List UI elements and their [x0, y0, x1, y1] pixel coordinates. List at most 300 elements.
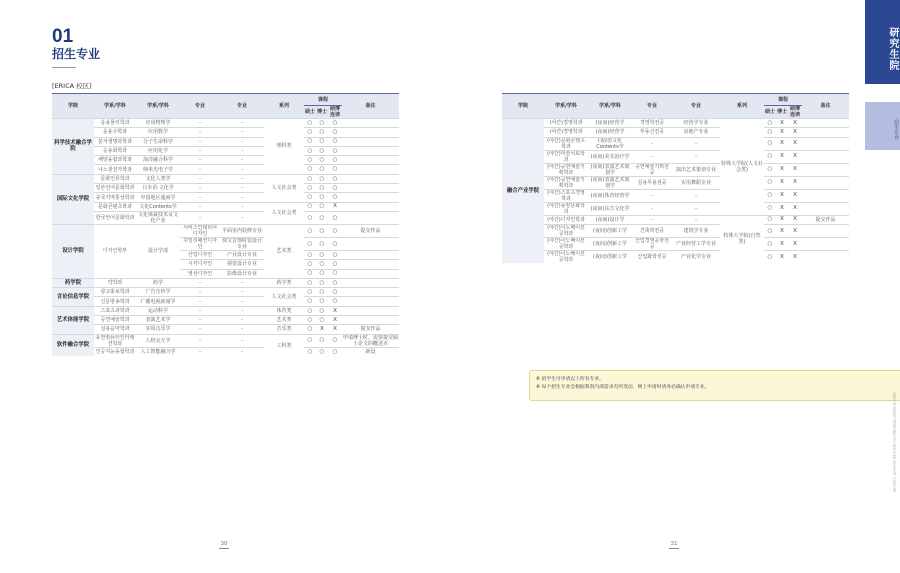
right-majors-table	[502, 93, 849, 263]
combined-mark: ○	[328, 146, 342, 155]
note-cell	[342, 137, 399, 146]
table-row	[52, 146, 399, 155]
page-number-left: 30	[220, 541, 228, 547]
dept-ko-cell: 문화인류학과	[94, 174, 136, 183]
doctor-mark: ○	[316, 347, 328, 356]
master-mark: ○	[764, 119, 776, 128]
doctor-mark: X	[776, 128, 788, 137]
side-tab-graduate[interactable]: 研究生院	[865, 0, 900, 84]
dept-zh-cell: 文化人类学	[136, 174, 180, 183]
title-divider	[52, 67, 76, 68]
master-mark: ○	[304, 297, 316, 306]
table-row	[52, 174, 399, 183]
doctor-mark: ○	[316, 211, 328, 224]
dept-ko-cell: 응용화학과	[94, 146, 136, 155]
col-major-zh: 专业	[220, 94, 264, 119]
dept-zh-cell: (夜间)表演艺术策划学	[588, 163, 632, 176]
master-mark: ○	[764, 215, 776, 224]
college-cell: 设计学院	[52, 224, 94, 278]
combined-mark: ○	[328, 269, 342, 278]
note-cell	[802, 119, 849, 128]
combined-mark: ○	[328, 288, 342, 297]
doctor-mark: X	[776, 119, 788, 128]
note-cell	[342, 193, 399, 202]
major-ko-cell: -	[180, 297, 220, 306]
college-cell: 药学院	[52, 278, 94, 287]
series-cell: 艺术类	[264, 224, 304, 278]
major-zh-cell: -	[220, 156, 264, 165]
col-series: 系列	[264, 94, 304, 119]
doctor-mark: X	[776, 224, 788, 237]
note-cell	[342, 237, 399, 250]
major-zh-cell: 房地产专业	[672, 128, 720, 137]
combined-mark: ○	[328, 119, 342, 128]
dept-ko-cell: 한국언어문화학과	[94, 211, 136, 224]
dept-zh-cell: (夜间)体育经营学	[588, 189, 632, 202]
combined-mark: X	[788, 137, 802, 150]
major-ko-cell: -	[632, 215, 672, 224]
doctor-mark: X	[776, 250, 788, 263]
notes-box	[529, 370, 900, 401]
major-zh-cell: -	[220, 297, 264, 306]
series-cell: 药学类	[264, 278, 304, 287]
master-mark: ○	[764, 150, 776, 163]
table-row	[52, 316, 399, 325]
table-row	[502, 119, 849, 128]
col-dept-zh: 学系/学科	[136, 94, 180, 119]
major-zh-cell: -	[220, 137, 264, 146]
note-cell	[802, 189, 849, 202]
combined-mark: ○	[328, 174, 342, 183]
dept-zh-cell: (夜间)表演艺术策划学	[588, 176, 632, 189]
combined-mark: X	[788, 250, 802, 263]
table-row	[52, 347, 399, 356]
master-mark: ○	[304, 211, 316, 224]
combined-mark: X	[788, 237, 802, 250]
combined-mark: ○	[328, 211, 342, 224]
note-cell	[342, 211, 399, 224]
combined-mark: ○	[328, 165, 342, 174]
college-cell: 融合产业学院	[502, 119, 544, 263]
doctor-mark: X	[776, 189, 788, 202]
note-cell	[342, 316, 399, 325]
major-ko-cell: -	[180, 119, 220, 128]
master-mark: ○	[304, 202, 316, 211]
combined-mark: X	[328, 306, 342, 315]
combined-mark: X	[328, 316, 342, 325]
note-cell	[802, 150, 849, 163]
note-cell: 提交作品	[342, 325, 399, 334]
combined-mark: X	[788, 119, 802, 128]
combined-mark: X	[328, 202, 342, 211]
combined-mark: ○	[328, 297, 342, 306]
major-ko-cell: -	[180, 347, 220, 356]
major-zh-cell: 产业设计专业	[220, 250, 264, 259]
major-zh-cell: -	[220, 288, 264, 297]
col-dept-ko: 学系/学科	[544, 94, 588, 119]
note-cell	[342, 269, 399, 278]
table-row	[502, 137, 849, 150]
college-cell: 科学技术融合学院	[52, 119, 94, 175]
dept-ko-cell: 유연컴퓨터인터랙션학과	[95, 334, 135, 347]
dept-zh-cell: 运动科学	[136, 306, 180, 315]
doctor-mark: ○	[316, 297, 328, 306]
combined-mark: ○	[328, 278, 342, 287]
major-ko-cell: 건축학전공	[632, 224, 672, 237]
major-ko-cell: -	[180, 211, 220, 224]
series-cell: 艺术类	[264, 316, 304, 325]
major-ko-cell: -	[180, 174, 220, 183]
major-zh-cell: -	[672, 202, 720, 215]
major-ko-cell: 경영학전공	[632, 119, 672, 128]
combined-mark: ○	[328, 260, 342, 269]
note-cell	[342, 184, 399, 193]
dept-ko-cell: (야간)디자인학과	[544, 215, 588, 224]
major-ko-cell: -	[180, 156, 220, 165]
doctor-mark: X	[776, 163, 788, 176]
doctor-mark: ○	[316, 334, 328, 347]
dept-ko-cell: 나노광전자학과	[94, 165, 136, 174]
master-mark: ○	[764, 250, 776, 263]
combined-mark: X	[328, 325, 342, 334]
doctor-mark: ○	[316, 288, 328, 297]
series-cell: 理科类	[264, 119, 304, 175]
dept-zh-cell: (夜间)东方文化学	[588, 202, 632, 215]
combined-mark: ○	[328, 184, 342, 193]
master-mark: ○	[304, 119, 316, 128]
table-row	[52, 297, 399, 306]
doctor-mark: ○	[316, 119, 328, 128]
major-ko-cell: -	[180, 288, 220, 297]
doctor-mark: X	[776, 137, 788, 150]
col-college: 学院	[502, 94, 544, 119]
dept-ko-cell: 스포츠과학과	[94, 306, 136, 315]
college-cell: 国际文化学院	[52, 174, 94, 224]
note-cell	[342, 297, 399, 306]
major-zh-cell: -	[672, 137, 720, 150]
dept-zh-cell: (夜间)设计学	[588, 215, 632, 224]
master-mark: ○	[304, 269, 316, 278]
dept-zh-cell: 应用数学	[136, 128, 180, 137]
major-zh-cell: 平面室内装修专业	[220, 224, 264, 237]
major-ko-cell: -	[180, 306, 220, 315]
note-cell	[802, 237, 849, 250]
table-row	[52, 202, 399, 211]
note-cell: 提交作品	[342, 224, 399, 237]
major-zh-cell: -	[672, 150, 720, 163]
col-master: 硕士	[764, 106, 776, 119]
table-row	[502, 189, 849, 202]
note-cell	[342, 146, 399, 155]
table-row	[502, 215, 849, 224]
dept-zh-cell: 应用物理学	[136, 119, 180, 128]
master-mark: ○	[304, 146, 316, 155]
side-note: 汉阳大学国际处 韩国汉阳大学 研究生院 招生专业 介绍手册	[893, 392, 898, 492]
major-zh-cell: -	[220, 325, 264, 334]
dept-zh-cell: 广播电视新闻学	[136, 297, 180, 306]
col-note: 备注	[802, 94, 849, 119]
table-row	[52, 288, 399, 297]
note-cell: 提交作品	[802, 215, 849, 224]
major-ko-cell: 영상디자인	[180, 269, 220, 278]
doctor-mark: ○	[316, 165, 328, 174]
dept-ko-cell: (야간)경영학과	[544, 119, 588, 128]
major-zh-cell: 产业化学专业	[672, 250, 720, 263]
note-cell: 新设	[342, 347, 399, 356]
note-cell	[342, 306, 399, 315]
dept-ko-cell: (야간)경영학과	[544, 128, 588, 137]
dept-zh-cell: 人工智能融合学	[136, 347, 180, 356]
dept-ko-cell: (야간)공연예술기획학과	[544, 176, 588, 189]
master-mark: ○	[764, 202, 776, 215]
dept-zh-cell: 日本语·文化学	[136, 184, 180, 193]
major-zh-cell: 建筑学专业	[672, 224, 720, 237]
dept-ko-cell: (야간)미술치료학과	[544, 150, 588, 163]
note-cell	[342, 250, 399, 259]
col-college: 学院	[52, 94, 94, 119]
master-mark: ○	[304, 137, 316, 146]
dept-zh-cell: 设计学部	[136, 224, 180, 278]
major-zh-cell: -	[220, 119, 264, 128]
master-mark: ○	[304, 334, 316, 347]
table-row	[52, 137, 399, 146]
note-cell	[342, 202, 399, 211]
dept-ko-cell: 약학과	[94, 278, 136, 287]
series-cell: 人文社会类	[264, 288, 304, 307]
master-mark: ○	[304, 306, 316, 315]
major-zh-cell: 影像设计专业	[220, 269, 264, 278]
master-mark: ○	[304, 316, 316, 325]
major-zh-cell: 实用舞蹈专业	[672, 176, 720, 189]
combined-mark: ○	[328, 224, 342, 237]
major-ko-cell: 부동산전공	[632, 128, 672, 137]
table-row	[52, 224, 399, 237]
series-cell: 音乐类	[264, 325, 304, 334]
note-cell	[342, 156, 399, 165]
note-cell	[342, 260, 399, 269]
col-series: 系列	[720, 94, 764, 119]
table-row	[52, 334, 399, 347]
master-mark: ○	[304, 250, 316, 259]
master-mark: ○	[304, 174, 316, 183]
major-zh-cell: 产业经营工学专业	[672, 237, 720, 250]
master-mark: ○	[304, 193, 316, 202]
dept-zh-cell: 中国地区通商学	[136, 193, 180, 202]
combined-mark: X	[788, 189, 802, 202]
major-zh-cell: -	[220, 278, 264, 287]
dept-zh-cell: 纳米光电子学	[136, 165, 180, 174]
doctor-mark: ○	[316, 224, 328, 237]
table-row	[502, 176, 849, 189]
combined-mark: X	[788, 150, 802, 163]
major-ko-cell: -	[180, 128, 220, 137]
combined-mark: ○	[328, 137, 342, 146]
doctor-mark: X	[776, 176, 788, 189]
major-ko-cell: 주얼리패션디자인	[180, 237, 220, 250]
doctor-mark: ○	[316, 250, 328, 259]
combined-mark: ○	[328, 128, 342, 137]
table-row	[52, 278, 399, 287]
major-ko-cell: -	[632, 189, 672, 202]
combined-mark: X	[788, 224, 802, 237]
major-zh-cell: -	[220, 165, 264, 174]
dept-zh-cell: 药学	[136, 278, 180, 287]
col-note: 备注	[342, 94, 399, 119]
table-row	[52, 325, 399, 334]
table-row	[52, 128, 399, 137]
page-title: 招生专业	[52, 47, 101, 61]
combined-mark: X	[788, 176, 802, 189]
major-ko-cell: -	[180, 193, 220, 202]
note-cell	[802, 128, 849, 137]
note-cell	[802, 202, 849, 215]
table-row	[502, 128, 849, 137]
master-mark: ○	[304, 278, 316, 287]
major-zh-cell: 演出艺术策划专业	[672, 163, 720, 176]
table-row	[52, 184, 399, 193]
master-mark: ○	[304, 128, 316, 137]
major-ko-cell: -	[180, 165, 220, 174]
dept-ko-cell: (야간)이노베이션공학과	[544, 250, 588, 263]
series-cell: 特殊大学院(自然类)	[720, 215, 764, 263]
major-ko-cell: -	[180, 146, 220, 155]
major-ko-cell: 실용무용전공	[632, 176, 672, 189]
major-zh-cell: -	[220, 184, 264, 193]
major-ko-cell: -	[180, 184, 220, 193]
note-cell	[342, 165, 399, 174]
major-zh-cell: 珠宝首饰时装设计专业	[221, 237, 262, 250]
dept-ko-cell: (야간)이노베이션공학과	[544, 237, 588, 250]
combined-mark: X	[788, 202, 802, 215]
dept-ko-cell: 공연예술학과	[94, 316, 136, 325]
doctor-mark: ○	[316, 306, 328, 315]
major-zh-cell: -	[672, 215, 720, 224]
col-course: 课程	[304, 94, 342, 106]
col-doctor: 博士	[776, 106, 788, 119]
dept-zh-cell: 人机交互学	[136, 334, 180, 347]
table-row	[52, 306, 399, 315]
master-mark: ○	[764, 163, 776, 176]
doctor-mark: ○	[316, 146, 328, 155]
master-mark: ○	[304, 184, 316, 193]
side-tab-majors[interactable]: ·招生专业	[865, 102, 900, 150]
dept-zh-cell: (夜间)美术治疗学	[588, 150, 632, 163]
major-ko-cell: 산업경영공학전공	[632, 237, 672, 250]
doctor-mark: ○	[316, 193, 328, 202]
master-mark: ○	[764, 137, 776, 150]
combined-mark: ○	[328, 193, 342, 202]
combined-mark: ○	[328, 250, 342, 259]
combined-mark: X	[788, 163, 802, 176]
table-row	[52, 211, 399, 224]
table-row	[502, 163, 849, 176]
note-cell	[342, 174, 399, 183]
table-row	[502, 250, 849, 263]
dept-ko-cell: 중국지역통상학과	[95, 194, 135, 201]
major-zh-cell: -	[220, 193, 264, 202]
series-cell: 特殊大学院(人文社会类)	[720, 119, 764, 216]
doctor-mark: ○	[316, 184, 328, 193]
major-ko-cell: -	[180, 316, 220, 325]
note-cell	[342, 128, 399, 137]
major-zh-cell: -	[220, 146, 264, 155]
master-mark: ○	[764, 237, 776, 250]
table-row	[52, 165, 399, 174]
major-zh-cell: -	[672, 189, 720, 202]
dept-ko-cell: 실용음악학과	[94, 325, 136, 334]
combined-mark: ○	[328, 347, 342, 356]
doctor-mark: ○	[316, 174, 328, 183]
major-zh-cell: -	[220, 334, 264, 347]
note-cell	[342, 288, 399, 297]
doctor-mark: X	[776, 150, 788, 163]
doctor-mark: X	[776, 202, 788, 215]
master-mark: ○	[764, 189, 776, 202]
college-cell: 艺术体能学院	[52, 306, 94, 334]
dept-ko-cell: 응용수학과	[94, 128, 136, 137]
major-zh-cell: -	[220, 316, 264, 325]
note-cell: 申请博士时，需要提交硕士论文的概述本	[343, 334, 399, 347]
major-ko-cell: 산업디자인	[180, 250, 220, 259]
master-mark: ○	[764, 224, 776, 237]
major-ko-cell: -	[632, 137, 672, 150]
col-major-zh: 专业	[672, 94, 720, 119]
combined-mark: X	[788, 128, 802, 137]
major-ko-cell: -	[180, 325, 220, 334]
dept-zh-cell: (夜间)创新工学	[588, 250, 632, 263]
combined-mark: ○	[328, 156, 342, 165]
dept-zh-cell: 文化Contents学	[136, 202, 180, 211]
doctor-mark: ○	[316, 260, 328, 269]
dept-ko-cell: (야간)이노베이션공학과	[544, 224, 588, 237]
major-zh-cell: -	[220, 128, 264, 137]
doctor-mark: X	[316, 325, 328, 334]
series-cell: 工科类	[264, 334, 304, 356]
dept-zh-cell: (夜间)创新工学	[588, 224, 632, 237]
note-cell	[342, 119, 399, 128]
doctor-mark: ○	[316, 128, 328, 137]
col-course: 课程	[764, 94, 802, 106]
doctor-mark: ○	[316, 278, 328, 287]
table-row	[52, 119, 399, 128]
major-zh-cell: -	[220, 211, 264, 224]
major-ko-cell: -	[180, 334, 220, 347]
dept-zh-cell: 分子生命科学	[136, 137, 180, 146]
table-row	[52, 156, 399, 165]
major-ko-cell: -	[632, 202, 672, 215]
college-cell: 言论信息学院	[52, 288, 94, 307]
dept-zh-cell: 实用音乐学	[136, 325, 180, 334]
doctor-mark: ○	[316, 316, 328, 325]
major-ko-cell: -	[180, 278, 220, 287]
dept-zh-cell: 应用化学	[136, 146, 180, 155]
dept-zh-cell: (夜间)经营学	[588, 119, 632, 128]
table-row	[502, 150, 849, 163]
series-cell: 人文社会类	[264, 202, 304, 224]
major-ko-cell: 산업화학전공	[632, 250, 672, 263]
table-row	[502, 202, 849, 215]
dept-ko-cell: (야간)동양문화학과	[544, 202, 588, 215]
table-row	[502, 224, 849, 237]
dept-zh-cell: (夜间)经营学	[588, 128, 632, 137]
campus-label: [ERICA 校区]	[52, 82, 92, 90]
col-major-ko: 专业	[632, 94, 672, 119]
doctor-mark: ○	[316, 269, 328, 278]
major-ko-cell: 시각디자인	[180, 260, 220, 269]
dept-ko-cell: (야간)공연예술기획학과	[544, 163, 588, 176]
series-cell: 体育类	[264, 306, 304, 315]
major-ko-cell: -	[180, 202, 220, 211]
